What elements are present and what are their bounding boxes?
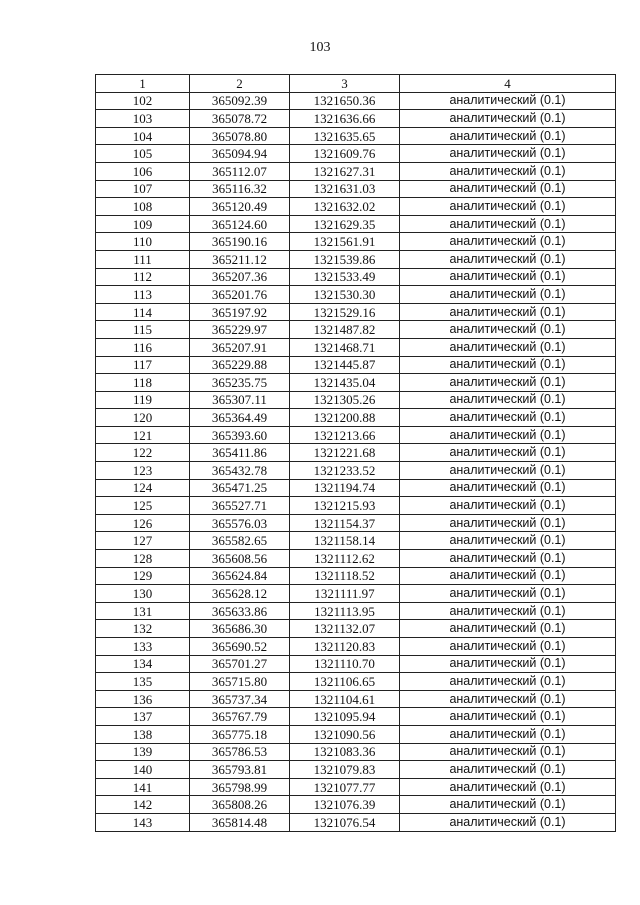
point-number-cell: 118 (96, 374, 190, 392)
point-number-cell: 140 (96, 761, 190, 779)
table-row (96, 778, 616, 796)
method-cell: аналитический (0.1) (400, 708, 616, 726)
table-row (96, 725, 616, 743)
y-coordinate-cell: 1321154.37 (290, 514, 400, 532)
table-row (96, 215, 616, 233)
point-number-cell: 103 (96, 110, 190, 128)
x-coordinate-cell: 365201.76 (190, 286, 290, 304)
method-cell: аналитический (0.1) (400, 110, 616, 128)
point-number-cell: 110 (96, 233, 190, 251)
table-row (96, 127, 616, 145)
x-coordinate-cell: 365624.84 (190, 567, 290, 585)
point-number-cell: 134 (96, 655, 190, 673)
table-row (96, 391, 616, 409)
x-coordinate-cell: 365211.12 (190, 250, 290, 268)
point-number-cell: 138 (96, 725, 190, 743)
x-coordinate-cell: 365112.07 (190, 162, 290, 180)
point-number-cell: 130 (96, 585, 190, 603)
x-coordinate-cell: 365808.26 (190, 796, 290, 814)
method-cell: аналитический (0.1) (400, 374, 616, 392)
method-cell: аналитический (0.1) (400, 409, 616, 427)
method-cell: аналитический (0.1) (400, 198, 616, 216)
y-coordinate-cell: 1321445.87 (290, 356, 400, 374)
point-number-cell: 124 (96, 479, 190, 497)
y-coordinate-cell: 1321561.91 (290, 233, 400, 251)
x-coordinate-cell: 365527.71 (190, 497, 290, 515)
y-coordinate-cell: 1321079.83 (290, 761, 400, 779)
column-header-2: 2 (190, 75, 290, 93)
method-cell: аналитический (0.1) (400, 338, 616, 356)
method-cell: аналитический (0.1) (400, 462, 616, 480)
header-row (96, 75, 616, 93)
method-cell: аналитический (0.1) (400, 127, 616, 145)
method-cell: аналитический (0.1) (400, 479, 616, 497)
table-body (96, 92, 616, 831)
table-row (96, 708, 616, 726)
x-coordinate-cell: 365786.53 (190, 743, 290, 761)
point-number-cell: 143 (96, 813, 190, 831)
point-number-cell: 111 (96, 250, 190, 268)
point-number-cell: 104 (96, 127, 190, 145)
x-coordinate-cell: 365628.12 (190, 585, 290, 603)
x-coordinate-cell: 365092.39 (190, 92, 290, 110)
x-coordinate-cell: 365120.49 (190, 198, 290, 216)
method-cell: аналитический (0.1) (400, 92, 616, 110)
y-coordinate-cell: 1321529.16 (290, 303, 400, 321)
point-number-cell: 132 (96, 620, 190, 638)
y-coordinate-cell: 1321631.03 (290, 180, 400, 198)
point-number-cell: 121 (96, 426, 190, 444)
method-cell: аналитический (0.1) (400, 532, 616, 550)
table-row (96, 180, 616, 198)
method-cell: аналитический (0.1) (400, 215, 616, 233)
table-row (96, 638, 616, 656)
y-coordinate-cell: 1321530.30 (290, 286, 400, 304)
table-row (96, 92, 616, 110)
x-coordinate-cell: 365207.91 (190, 338, 290, 356)
table-row (96, 356, 616, 374)
point-number-cell: 127 (96, 532, 190, 550)
y-coordinate-cell: 1321090.56 (290, 725, 400, 743)
y-coordinate-cell: 1321635.65 (290, 127, 400, 145)
method-cell: аналитический (0.1) (400, 180, 616, 198)
table-row (96, 655, 616, 673)
x-coordinate-cell: 365094.94 (190, 145, 290, 163)
x-coordinate-cell: 365608.56 (190, 550, 290, 568)
table-row (96, 374, 616, 392)
method-cell: аналитический (0.1) (400, 162, 616, 180)
x-coordinate-cell: 365701.27 (190, 655, 290, 673)
method-cell: аналитический (0.1) (400, 391, 616, 409)
x-coordinate-cell: 365116.32 (190, 180, 290, 198)
x-coordinate-cell: 365814.48 (190, 813, 290, 831)
method-cell: аналитический (0.1) (400, 303, 616, 321)
x-coordinate-cell: 365393.60 (190, 426, 290, 444)
method-cell: аналитический (0.1) (400, 497, 616, 515)
x-coordinate-cell: 365690.52 (190, 638, 290, 656)
table-row (96, 796, 616, 814)
method-cell: аналитический (0.1) (400, 286, 616, 304)
point-number-cell: 109 (96, 215, 190, 233)
x-coordinate-cell: 365767.79 (190, 708, 290, 726)
method-cell: аналитический (0.1) (400, 778, 616, 796)
point-number-cell: 108 (96, 198, 190, 216)
point-number-cell: 126 (96, 514, 190, 532)
x-coordinate-cell: 365737.34 (190, 690, 290, 708)
table-row (96, 479, 616, 497)
point-number-cell: 141 (96, 778, 190, 796)
x-coordinate-cell: 365793.81 (190, 761, 290, 779)
y-coordinate-cell: 1321120.83 (290, 638, 400, 656)
method-cell: аналитический (0.1) (400, 673, 616, 691)
point-number-cell: 125 (96, 497, 190, 515)
y-coordinate-cell: 1321076.54 (290, 813, 400, 831)
table-row (96, 409, 616, 427)
table-row (96, 585, 616, 603)
table-row (96, 338, 616, 356)
x-coordinate-cell: 365229.97 (190, 321, 290, 339)
point-number-cell: 123 (96, 462, 190, 480)
table-row (96, 462, 616, 480)
point-number-cell: 129 (96, 567, 190, 585)
method-cell: аналитический (0.1) (400, 796, 616, 814)
table-row (96, 690, 616, 708)
y-coordinate-cell: 1321305.26 (290, 391, 400, 409)
point-number-cell: 135 (96, 673, 190, 691)
point-number-cell: 116 (96, 338, 190, 356)
y-coordinate-cell: 1321636.66 (290, 110, 400, 128)
point-number-cell: 105 (96, 145, 190, 163)
column-header-3: 3 (290, 75, 400, 93)
point-number-cell: 107 (96, 180, 190, 198)
table-row (96, 532, 616, 550)
y-coordinate-cell: 1321077.77 (290, 778, 400, 796)
table-row (96, 602, 616, 620)
table-row (96, 620, 616, 638)
point-number-cell: 139 (96, 743, 190, 761)
point-number-cell: 117 (96, 356, 190, 374)
y-coordinate-cell: 1321111.97 (290, 585, 400, 603)
y-coordinate-cell: 1321629.35 (290, 215, 400, 233)
table-row (96, 514, 616, 532)
table-header (96, 75, 616, 93)
table-row (96, 444, 616, 462)
table-row (96, 250, 616, 268)
method-cell: аналитический (0.1) (400, 233, 616, 251)
table-row (96, 813, 616, 831)
method-cell: аналитический (0.1) (400, 725, 616, 743)
method-cell: аналитический (0.1) (400, 250, 616, 268)
x-coordinate-cell: 365190.16 (190, 233, 290, 251)
table-row (96, 550, 616, 568)
point-number-cell: 119 (96, 391, 190, 409)
method-cell: аналитический (0.1) (400, 426, 616, 444)
table-row (96, 145, 616, 163)
y-coordinate-cell: 1321650.36 (290, 92, 400, 110)
y-coordinate-cell: 1321106.65 (290, 673, 400, 691)
x-coordinate-cell: 365715.80 (190, 673, 290, 691)
x-coordinate-cell: 365798.99 (190, 778, 290, 796)
method-cell: аналитический (0.1) (400, 514, 616, 532)
point-number-cell: 142 (96, 796, 190, 814)
y-coordinate-cell: 1321468.71 (290, 338, 400, 356)
x-coordinate-cell: 365432.78 (190, 462, 290, 480)
method-cell: аналитический (0.1) (400, 567, 616, 585)
x-coordinate-cell: 365235.75 (190, 374, 290, 392)
y-coordinate-cell: 1321118.52 (290, 567, 400, 585)
table-row (96, 321, 616, 339)
x-coordinate-cell: 365078.72 (190, 110, 290, 128)
method-cell: аналитический (0.1) (400, 268, 616, 286)
method-cell: аналитический (0.1) (400, 585, 616, 603)
point-number-cell: 102 (96, 92, 190, 110)
table-row (96, 673, 616, 691)
y-coordinate-cell: 1321200.88 (290, 409, 400, 427)
x-coordinate-cell: 365411.86 (190, 444, 290, 462)
table-row (96, 233, 616, 251)
x-coordinate-cell: 365229.88 (190, 356, 290, 374)
point-number-cell: 136 (96, 690, 190, 708)
y-coordinate-cell: 1321533.49 (290, 268, 400, 286)
point-number-cell: 115 (96, 321, 190, 339)
method-cell: аналитический (0.1) (400, 602, 616, 620)
y-coordinate-cell: 1321233.52 (290, 462, 400, 480)
table-row (96, 743, 616, 761)
column-header-4: 4 (400, 75, 616, 93)
y-coordinate-cell: 1321627.31 (290, 162, 400, 180)
x-coordinate-cell: 365078.80 (190, 127, 290, 145)
y-coordinate-cell: 1321632.02 (290, 198, 400, 216)
point-number-cell: 106 (96, 162, 190, 180)
x-coordinate-cell: 365197.92 (190, 303, 290, 321)
y-coordinate-cell: 1321213.66 (290, 426, 400, 444)
method-cell: аналитический (0.1) (400, 761, 616, 779)
method-cell: аналитический (0.1) (400, 620, 616, 638)
y-coordinate-cell: 1321076.39 (290, 796, 400, 814)
table-row (96, 162, 616, 180)
x-coordinate-cell: 365576.03 (190, 514, 290, 532)
x-coordinate-cell: 365775.18 (190, 725, 290, 743)
table-row (96, 497, 616, 515)
y-coordinate-cell: 1321104.61 (290, 690, 400, 708)
y-coordinate-cell: 1321158.14 (290, 532, 400, 550)
table-row (96, 567, 616, 585)
point-number-cell: 128 (96, 550, 190, 568)
y-coordinate-cell: 1321083.36 (290, 743, 400, 761)
method-cell: аналитический (0.1) (400, 356, 616, 374)
x-coordinate-cell: 365582.65 (190, 532, 290, 550)
page-number: 103 (309, 40, 331, 55)
method-cell: аналитический (0.1) (400, 655, 616, 673)
y-coordinate-cell: 1321132.07 (290, 620, 400, 638)
y-coordinate-cell: 1321539.86 (290, 250, 400, 268)
x-coordinate-cell: 365686.30 (190, 620, 290, 638)
point-number-cell: 113 (96, 286, 190, 304)
x-coordinate-cell: 365471.25 (190, 479, 290, 497)
x-coordinate-cell: 365207.36 (190, 268, 290, 286)
table-row (96, 303, 616, 321)
y-coordinate-cell: 1321609.76 (290, 145, 400, 163)
y-coordinate-cell: 1321194.74 (290, 479, 400, 497)
table-row (96, 198, 616, 216)
x-coordinate-cell: 365124.60 (190, 215, 290, 233)
y-coordinate-cell: 1321215.93 (290, 497, 400, 515)
method-cell: аналитический (0.1) (400, 690, 616, 708)
method-cell: аналитический (0.1) (400, 550, 616, 568)
column-header-1: 1 (96, 75, 190, 93)
point-number-cell: 114 (96, 303, 190, 321)
y-coordinate-cell: 1321113.95 (290, 602, 400, 620)
table-row (96, 426, 616, 444)
y-coordinate-cell: 1321095.94 (290, 708, 400, 726)
point-number-cell: 122 (96, 444, 190, 462)
table-row (96, 110, 616, 128)
y-coordinate-cell: 1321112.62 (290, 550, 400, 568)
table-row (96, 268, 616, 286)
method-cell: аналитический (0.1) (400, 444, 616, 462)
y-coordinate-cell: 1321435.04 (290, 374, 400, 392)
x-coordinate-cell: 365633.86 (190, 602, 290, 620)
point-number-cell: 133 (96, 638, 190, 656)
x-coordinate-cell: 365364.49 (190, 409, 290, 427)
method-cell: аналитический (0.1) (400, 743, 616, 761)
point-number-cell: 137 (96, 708, 190, 726)
y-coordinate-cell: 1321110.70 (290, 655, 400, 673)
method-cell: аналитический (0.1) (400, 145, 616, 163)
table-row (96, 761, 616, 779)
table-row (96, 286, 616, 304)
y-coordinate-cell: 1321221.68 (290, 444, 400, 462)
x-coordinate-cell: 365307.11 (190, 391, 290, 409)
point-number-cell: 120 (96, 409, 190, 427)
point-number-cell: 112 (96, 268, 190, 286)
point-number-cell: 131 (96, 602, 190, 620)
coordinates-table (95, 74, 616, 832)
method-cell: аналитический (0.1) (400, 813, 616, 831)
method-cell: аналитический (0.1) (400, 321, 616, 339)
y-coordinate-cell: 1321487.82 (290, 321, 400, 339)
method-cell: аналитический (0.1) (400, 638, 616, 656)
